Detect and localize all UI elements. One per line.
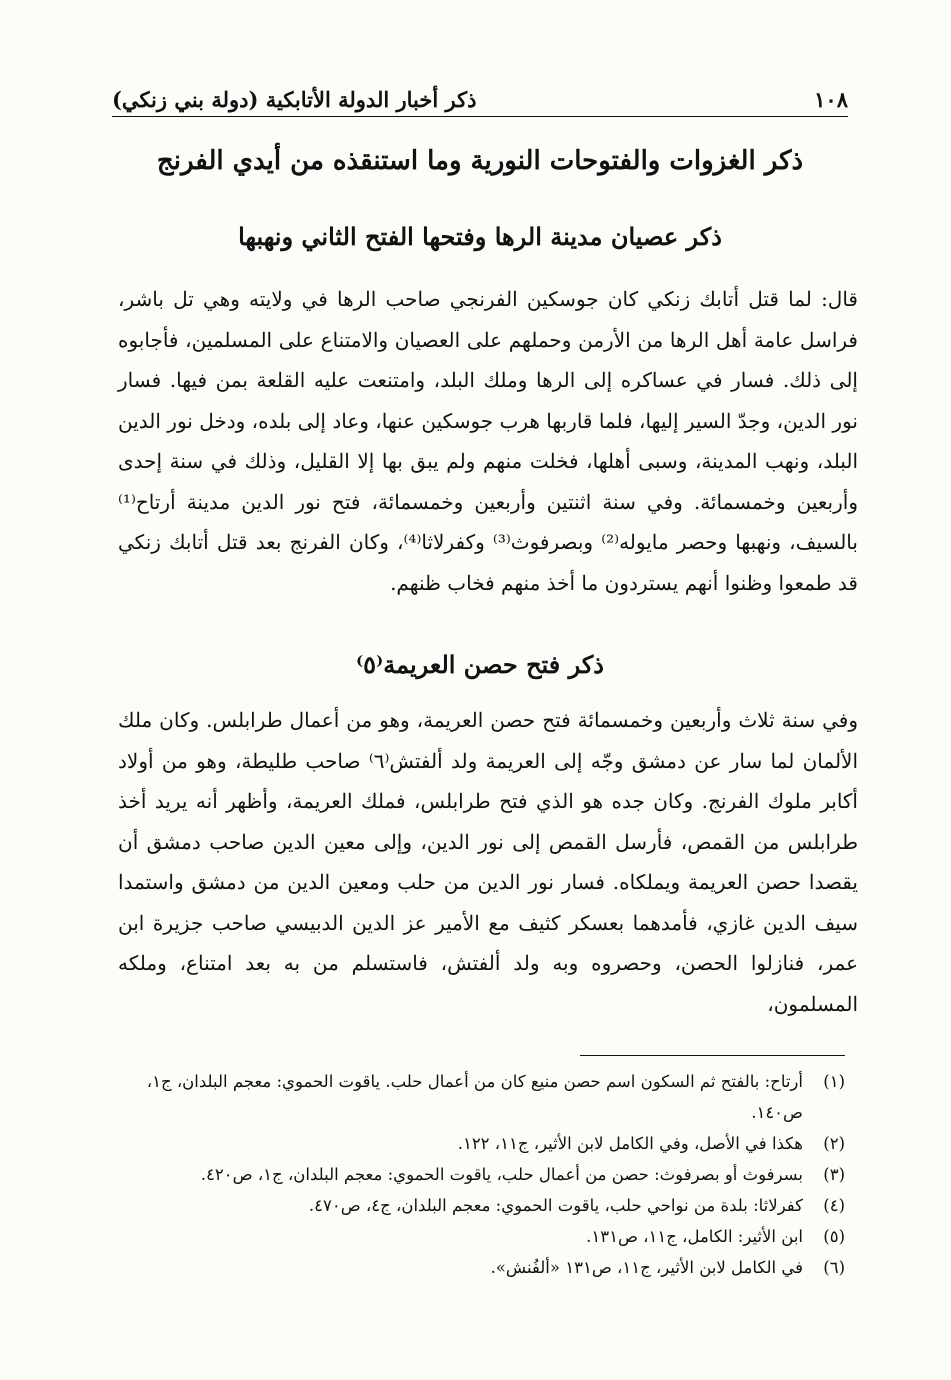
running-title: ذكر أخبار الدولة الأتابكية (دولة بني زنكي) xyxy=(112,87,477,112)
running-header xyxy=(112,78,848,112)
footnote-text: بسرفوث أو بصرفوث: حصن من أعمال حلب، ياقوت الحموي: معجم البلدان، ج١، ص٤٢٠. xyxy=(200,1165,803,1184)
footnote-5 xyxy=(100,1221,845,1252)
footnote-text: في الكامل لابن الأثير، ج١١، ص١٣١ «ألفُنش». xyxy=(490,1258,803,1277)
header-rule xyxy=(112,116,848,117)
footnote-number: (٣) xyxy=(823,1165,845,1184)
footnote-rule xyxy=(580,1055,845,1056)
footnote-number: (٢) xyxy=(823,1134,845,1153)
section-heading-edessa: ذكر عصيان مدينة الرها وفتحها الفتح الثاني ونهبها xyxy=(238,222,722,251)
footnote-number: (٤) xyxy=(823,1196,845,1215)
footnotes xyxy=(100,1066,845,1283)
paragraph-edessa: قال: لما قتل أتابك زنكي كان جوسكين الفرنجي صاحب الرها في ولايته وهي تل باشر، فراسل عامة أهل الرها من الأرمن وحملهم على العصيان والامتناع على المسلمين، فأجابوه إلى ذلك. فسار في عساكره إلى الرها وملك البلد، وامتنعت عليه القلعة بمن فيها. فسار نور الدين، وجدّ السير إليها، فلما قاربها هرب جوسكين عنها، وعاد إلى بلده، ودخل نور الدين البلد، ونهب المدينة، وسبى أهلها، فخلت منهم ولم يبق بها إلا القليل، وذلك في سنة إحدى وأربعين وخمسمائة. وفي سنة اثنتين وأربعين وخمسمائة، فتح نور الدين مدينة أرتاح⁽¹⁾ بالسيف، ونهبها وحصر مايوله⁽²⁾ وبصرفوث⁽³⁾ وكفرلاثا⁽⁴⁾، وكان الفرنج بعد قتل أتابك زنكي قد طمعوا وظنوا أنهم يستردون ما أخذ منهم فخاب ظنهم. xyxy=(118,287,858,595)
footnote-4 xyxy=(100,1190,845,1221)
section-heading-arima: ذكر فتح حصن العريمة⁽٥⁾ xyxy=(356,650,604,679)
footnote-number: (٥) xyxy=(823,1227,845,1246)
paragraph-arima: وفي سنة ثلاث وأربعين وخمسمائة فتح حصن العريمة، وهو من أعمال طرابلس. وكان ملك الألمان لما سار عن دمشق وجّه إلى العريمة ولد ألفتش⁽٦⁾ صاحب طليطة، وهو من أولاد أكابر ملوك الفرنج. وكان جده هو الذي فتح طرابلس، فملك العريمة، وأظهر أنه يريد أخذ طرابلس من القمص، فأرسل القمص إلى نور الدين، وإلى معين الدين صاحب دمشق أن يقصدا حصن العريمة ويملكاه. فسار نور الدين من حلب ومعين الدين من دمشق واستمدا سيف الدين غازي، فأمدهما بعسكر كثيف مع الأمير عز الدين الدبيسي صاحب جزيرة ابن عمر، فنازلوا الحصن، وحصروه وبه ولد ألفتش، فاستسلم من به بعد امتناع، وملكه المسلمون، xyxy=(118,708,859,1016)
footnote-3 xyxy=(100,1159,845,1190)
page-number: ١٠٨ xyxy=(814,87,848,112)
footnote-6 xyxy=(100,1252,845,1283)
footnote-number: (٦) xyxy=(823,1258,845,1277)
footnote-number: (١) xyxy=(823,1072,845,1091)
footnote-2 xyxy=(100,1128,845,1159)
footnote-text: كفرلاثا: بلدة من نواحي حلب، ياقوت الحموي: معجم البلدان، ج٤، ص٤٧٠. xyxy=(308,1196,803,1215)
footnote-1 xyxy=(100,1066,845,1128)
footnote-text: ابن الأثير: الكامل، ج١١، ص١٣١. xyxy=(586,1227,803,1246)
chapter-heading: ذكر الغزوات والفتوحات النورية وما استنقذه من أيدي الفرنج xyxy=(156,146,804,176)
footnote-text: هكذا في الأصل، وفي الكامل لابن الأثير، ج١١، ١٢٢. xyxy=(457,1134,803,1153)
footnote-text: أرتاح: بالفتح ثم السكون اسم حصن منيع كان من أعمال حلب. ياقوت الحموي: معجم البلدان، ج١، ص١٤٠. xyxy=(146,1072,803,1122)
